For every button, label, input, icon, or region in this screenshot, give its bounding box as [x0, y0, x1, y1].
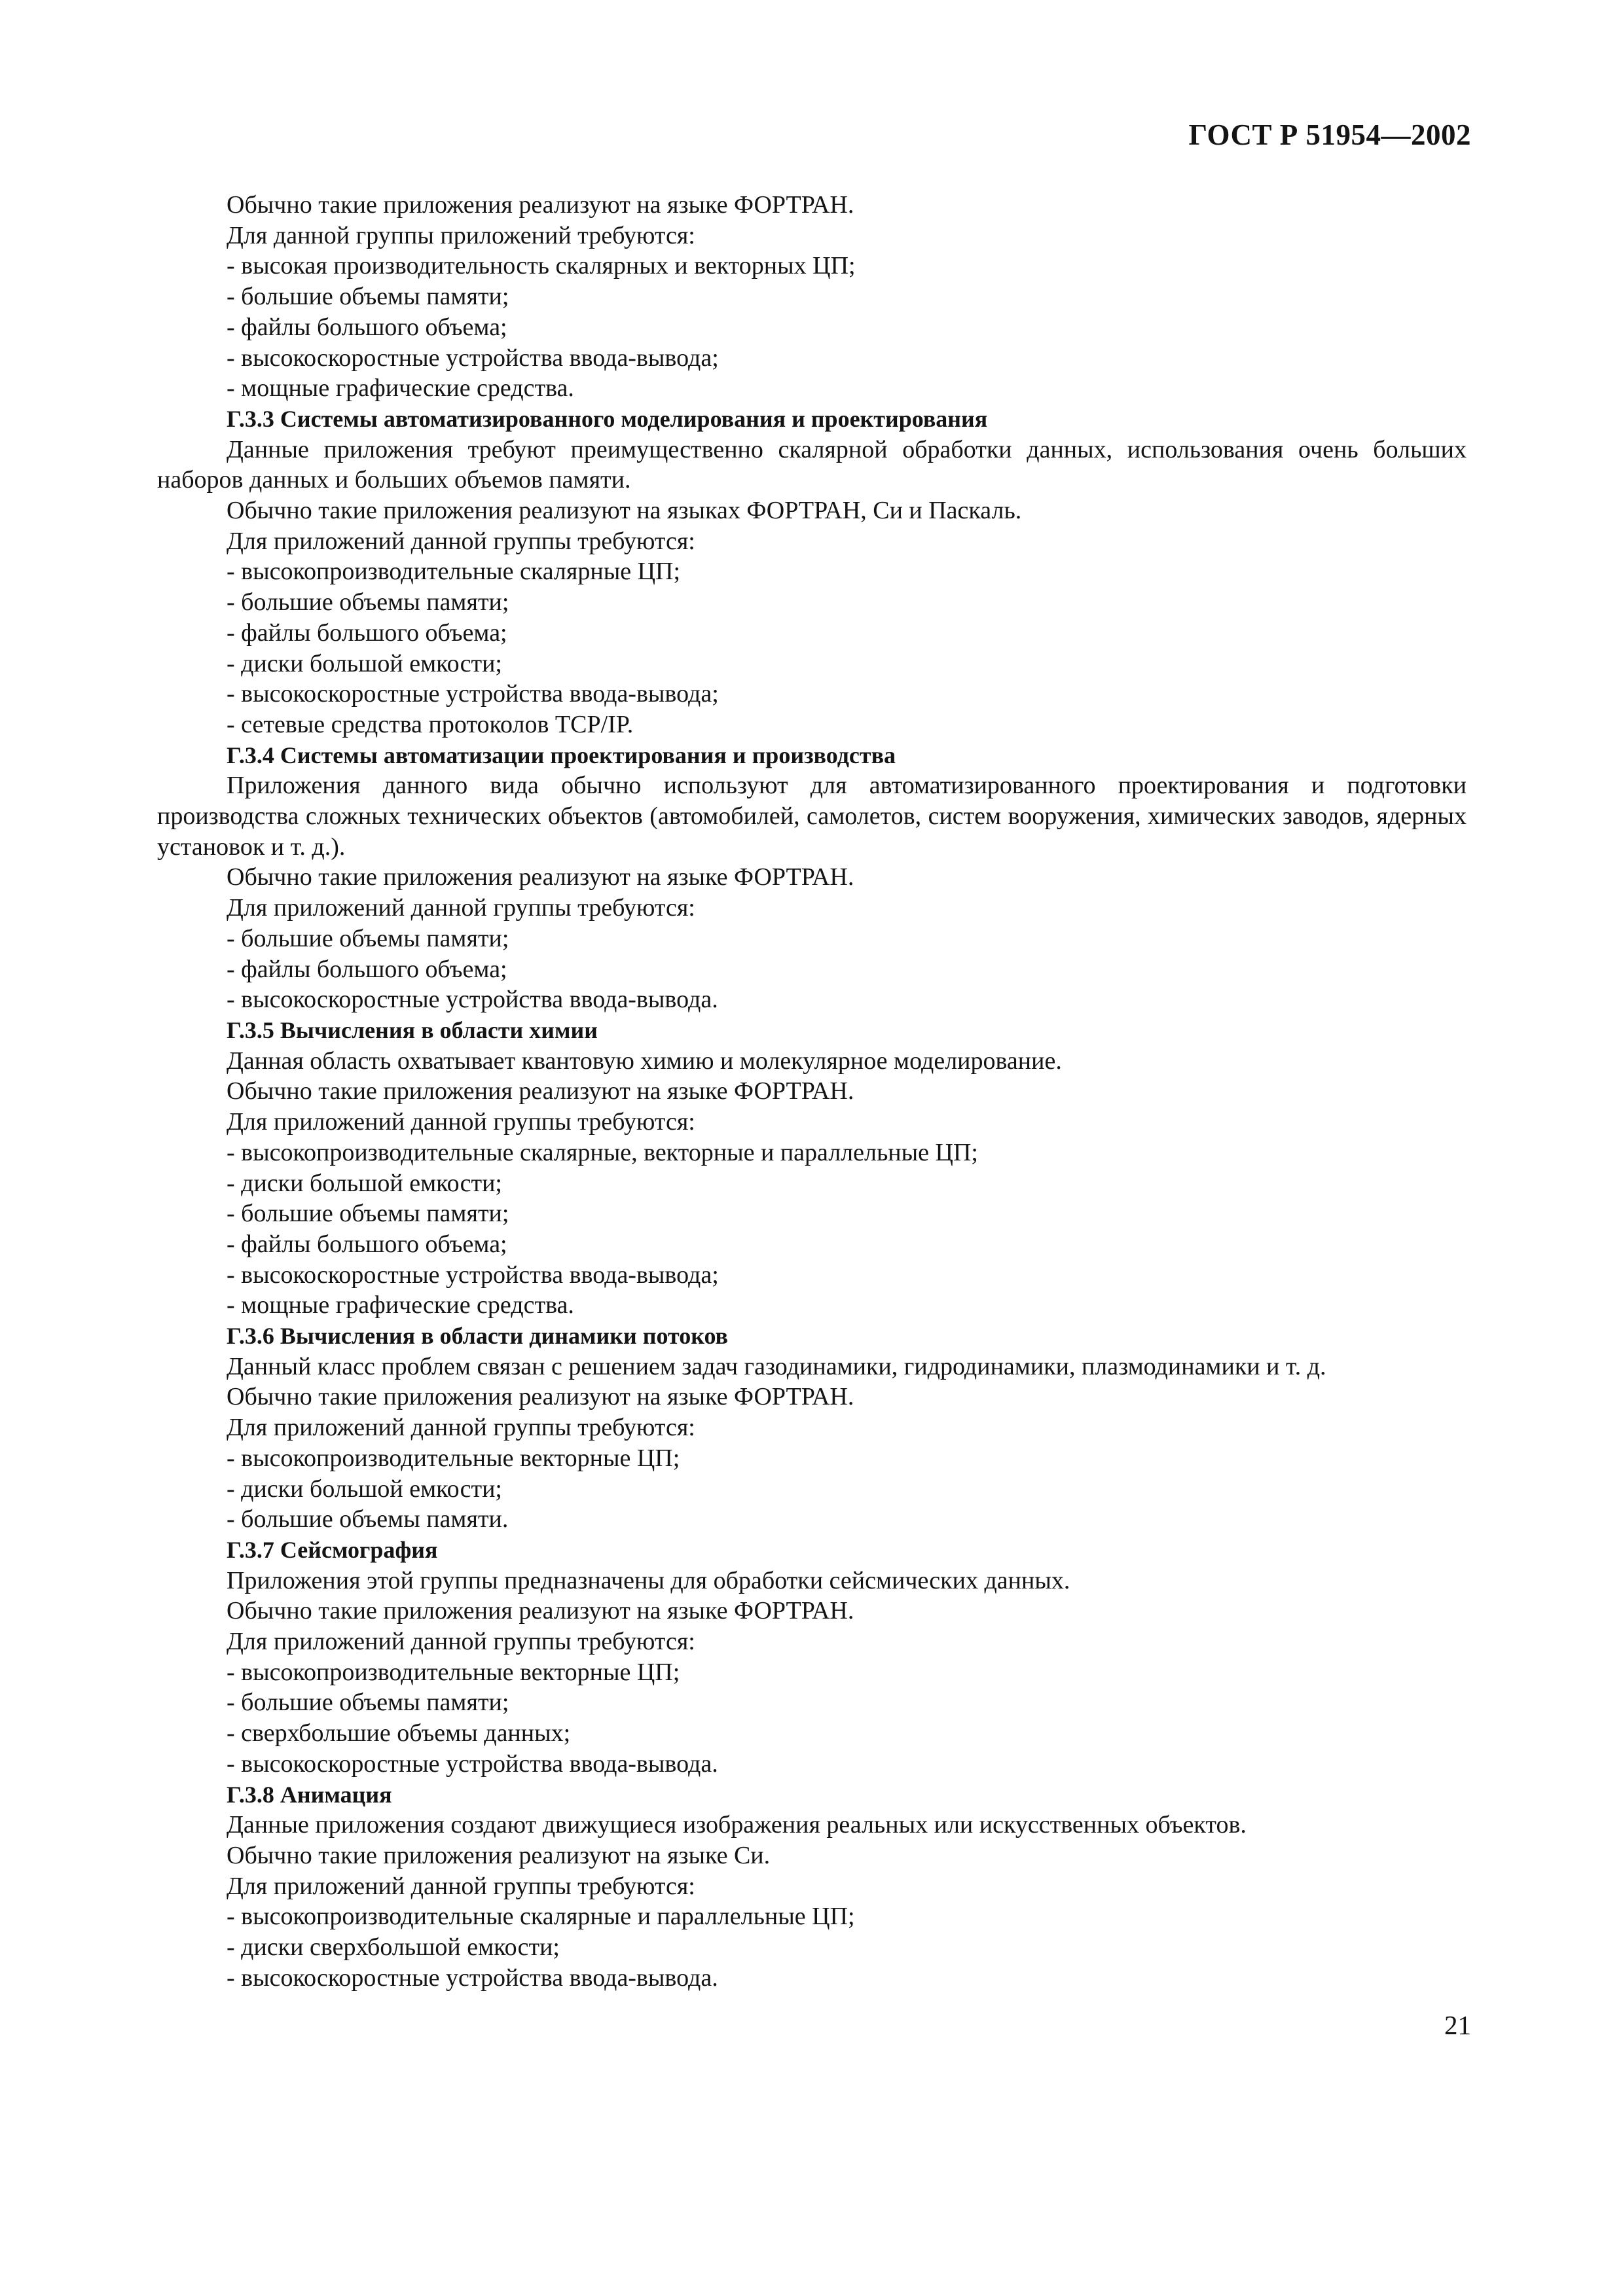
list-item: - большие объемы памяти; — [227, 283, 509, 311]
list-item: - диски большой емкости; — [227, 1169, 502, 1197]
paragraph: Данные приложения требуют преимущественно скалярной обработки данных, использования очень больших наборов данных и больших объемов памяти. — [157, 435, 1467, 494]
list-item: - большие объемы памяти; — [227, 1200, 509, 1228]
list-item: - высокоскоростные устройства ввода-вывода. — [227, 986, 718, 1014]
paragraph: Обычно такие приложения реализуют на языке ФОРТРАН. — [227, 1077, 854, 1105]
paragraph: Для приложений данной группы требуются: — [227, 1108, 695, 1136]
paragraph: Для приложений данной группы требуются: — [227, 894, 695, 922]
paragraph: Обычно такие приложения реализуют на языке ФОРТРАН. — [227, 1383, 854, 1411]
list-item: - мощные графические средства. — [227, 374, 574, 403]
section-heading: Г.3.6 Вычисления в области динамики потоков — [227, 1323, 729, 1350]
list-item: - файлы большого объема; — [227, 955, 507, 983]
list-item: - высокоскоростные устройства ввода-вывода; — [227, 1261, 719, 1289]
paragraph: Обычно такие приложения реализуют на языках ФОРТРАН, Си и Паскаль. — [227, 497, 1022, 525]
list-item: - файлы большого объема; — [227, 1230, 507, 1258]
list-item: - большие объемы памяти. — [227, 1505, 509, 1534]
section-heading: Г.3.4 Системы автоматизации проектирования и производства — [227, 742, 896, 768]
paragraph: Для приложений данной группы требуются: — [227, 1628, 695, 1656]
list-item: - сетевые средства протоколов TCP/IP. — [227, 710, 634, 738]
paragraph: Для приложений данной группы требуются: — [227, 1414, 695, 1442]
list-item: - файлы большого объема; — [227, 313, 507, 341]
section-heading: Г.3.5 Вычисления в области химии — [227, 1016, 598, 1043]
list-item: - высокоскоростные устройства ввода-вывода. — [227, 1964, 718, 1992]
paragraph: Обычно такие приложения реализуют на языке ФОРТРАН. — [227, 863, 854, 891]
list-item: - высокопроизводительные скалярные ЦП; — [227, 558, 681, 586]
list-item: - высокоскоростные устройства ввода-вывода; — [227, 680, 719, 708]
list-item: - большие объемы памяти; — [227, 1689, 509, 1717]
paragraph: Для приложений данной группы требуются: — [227, 1872, 695, 1900]
list-item: - сверхбольшие объемы данных; — [227, 1719, 571, 1748]
document-header: ГОСТ Р 51954—2002 — [1188, 118, 1471, 151]
list-item: - мощные графические средства. — [227, 1291, 574, 1319]
list-item: - большие объемы памяти; — [227, 588, 509, 617]
page-number: 21 — [1444, 2010, 1471, 2040]
list-item: - большие объемы памяти; — [227, 924, 509, 952]
paragraph: Для приложений данной группы требуются: — [227, 527, 695, 555]
paragraph: Данная область охватывает квантовую химию и молекулярное моделирование. — [227, 1047, 1062, 1075]
paragraph: Обычно такие приложения реализуют на языке ФОРТРАН. — [227, 1597, 854, 1625]
list-item: - высокопроизводительные векторные ЦП; — [227, 1444, 680, 1472]
list-item: - файлы большого объема; — [227, 619, 507, 647]
paragraph: Обычно такие приложения реализуют на языке Си. — [227, 1841, 771, 1869]
paragraph: Приложения данного вида обычно используют для автоматизированного проектирования и подготовки производства сложных технических объектов (автомобилей, самолетов, систем вооружения, химических заводов, ядерных установок и т. д.). — [157, 772, 1467, 861]
paragraph: Для данной группы приложений требуются: — [227, 221, 695, 249]
list-item: - диски сверхбольшой емкости; — [227, 1933, 560, 1962]
list-item: - высокопроизводительные векторные ЦП; — [227, 1658, 680, 1686]
list-item: - высокопроизводительные скалярные, векторные и параллельные ЦП; — [227, 1138, 978, 1166]
list-item: - высокоскоростные устройства ввода-вывода; — [227, 344, 719, 372]
section-heading: Г.3.8 Анимация — [227, 1781, 392, 1808]
paragraph: Данный класс проблем связан с решением задач газодинамики, гидродинамики, плазмодинамики и т. д. — [227, 1352, 1326, 1380]
list-item: - высокоскоростные устройства ввода-вывода. — [227, 1749, 718, 1778]
document-body — [157, 190, 1467, 1993]
section-heading: Г.3.7 Сейсмография — [227, 1536, 438, 1563]
list-item: - диски большой емкости; — [227, 649, 502, 677]
list-item: - высокая производительность скалярных и векторных ЦП; — [227, 252, 856, 280]
list-item: - диски большой емкости; — [227, 1475, 502, 1503]
list-item: - высокопроизводительные скалярные и параллельные ЦП; — [227, 1903, 855, 1931]
paragraph: Данные приложения создают движущиеся изображения реальных или искусственных объектов. — [227, 1811, 1247, 1839]
paragraph: Приложения этой группы предназначены для обработки сейсмических данных. — [227, 1566, 1070, 1594]
paragraph: Обычно такие приложения реализуют на языке ФОРТРАН. — [227, 191, 854, 219]
section-heading: Г.3.3 Системы автоматизированного моделирования и проектирования — [227, 405, 988, 432]
